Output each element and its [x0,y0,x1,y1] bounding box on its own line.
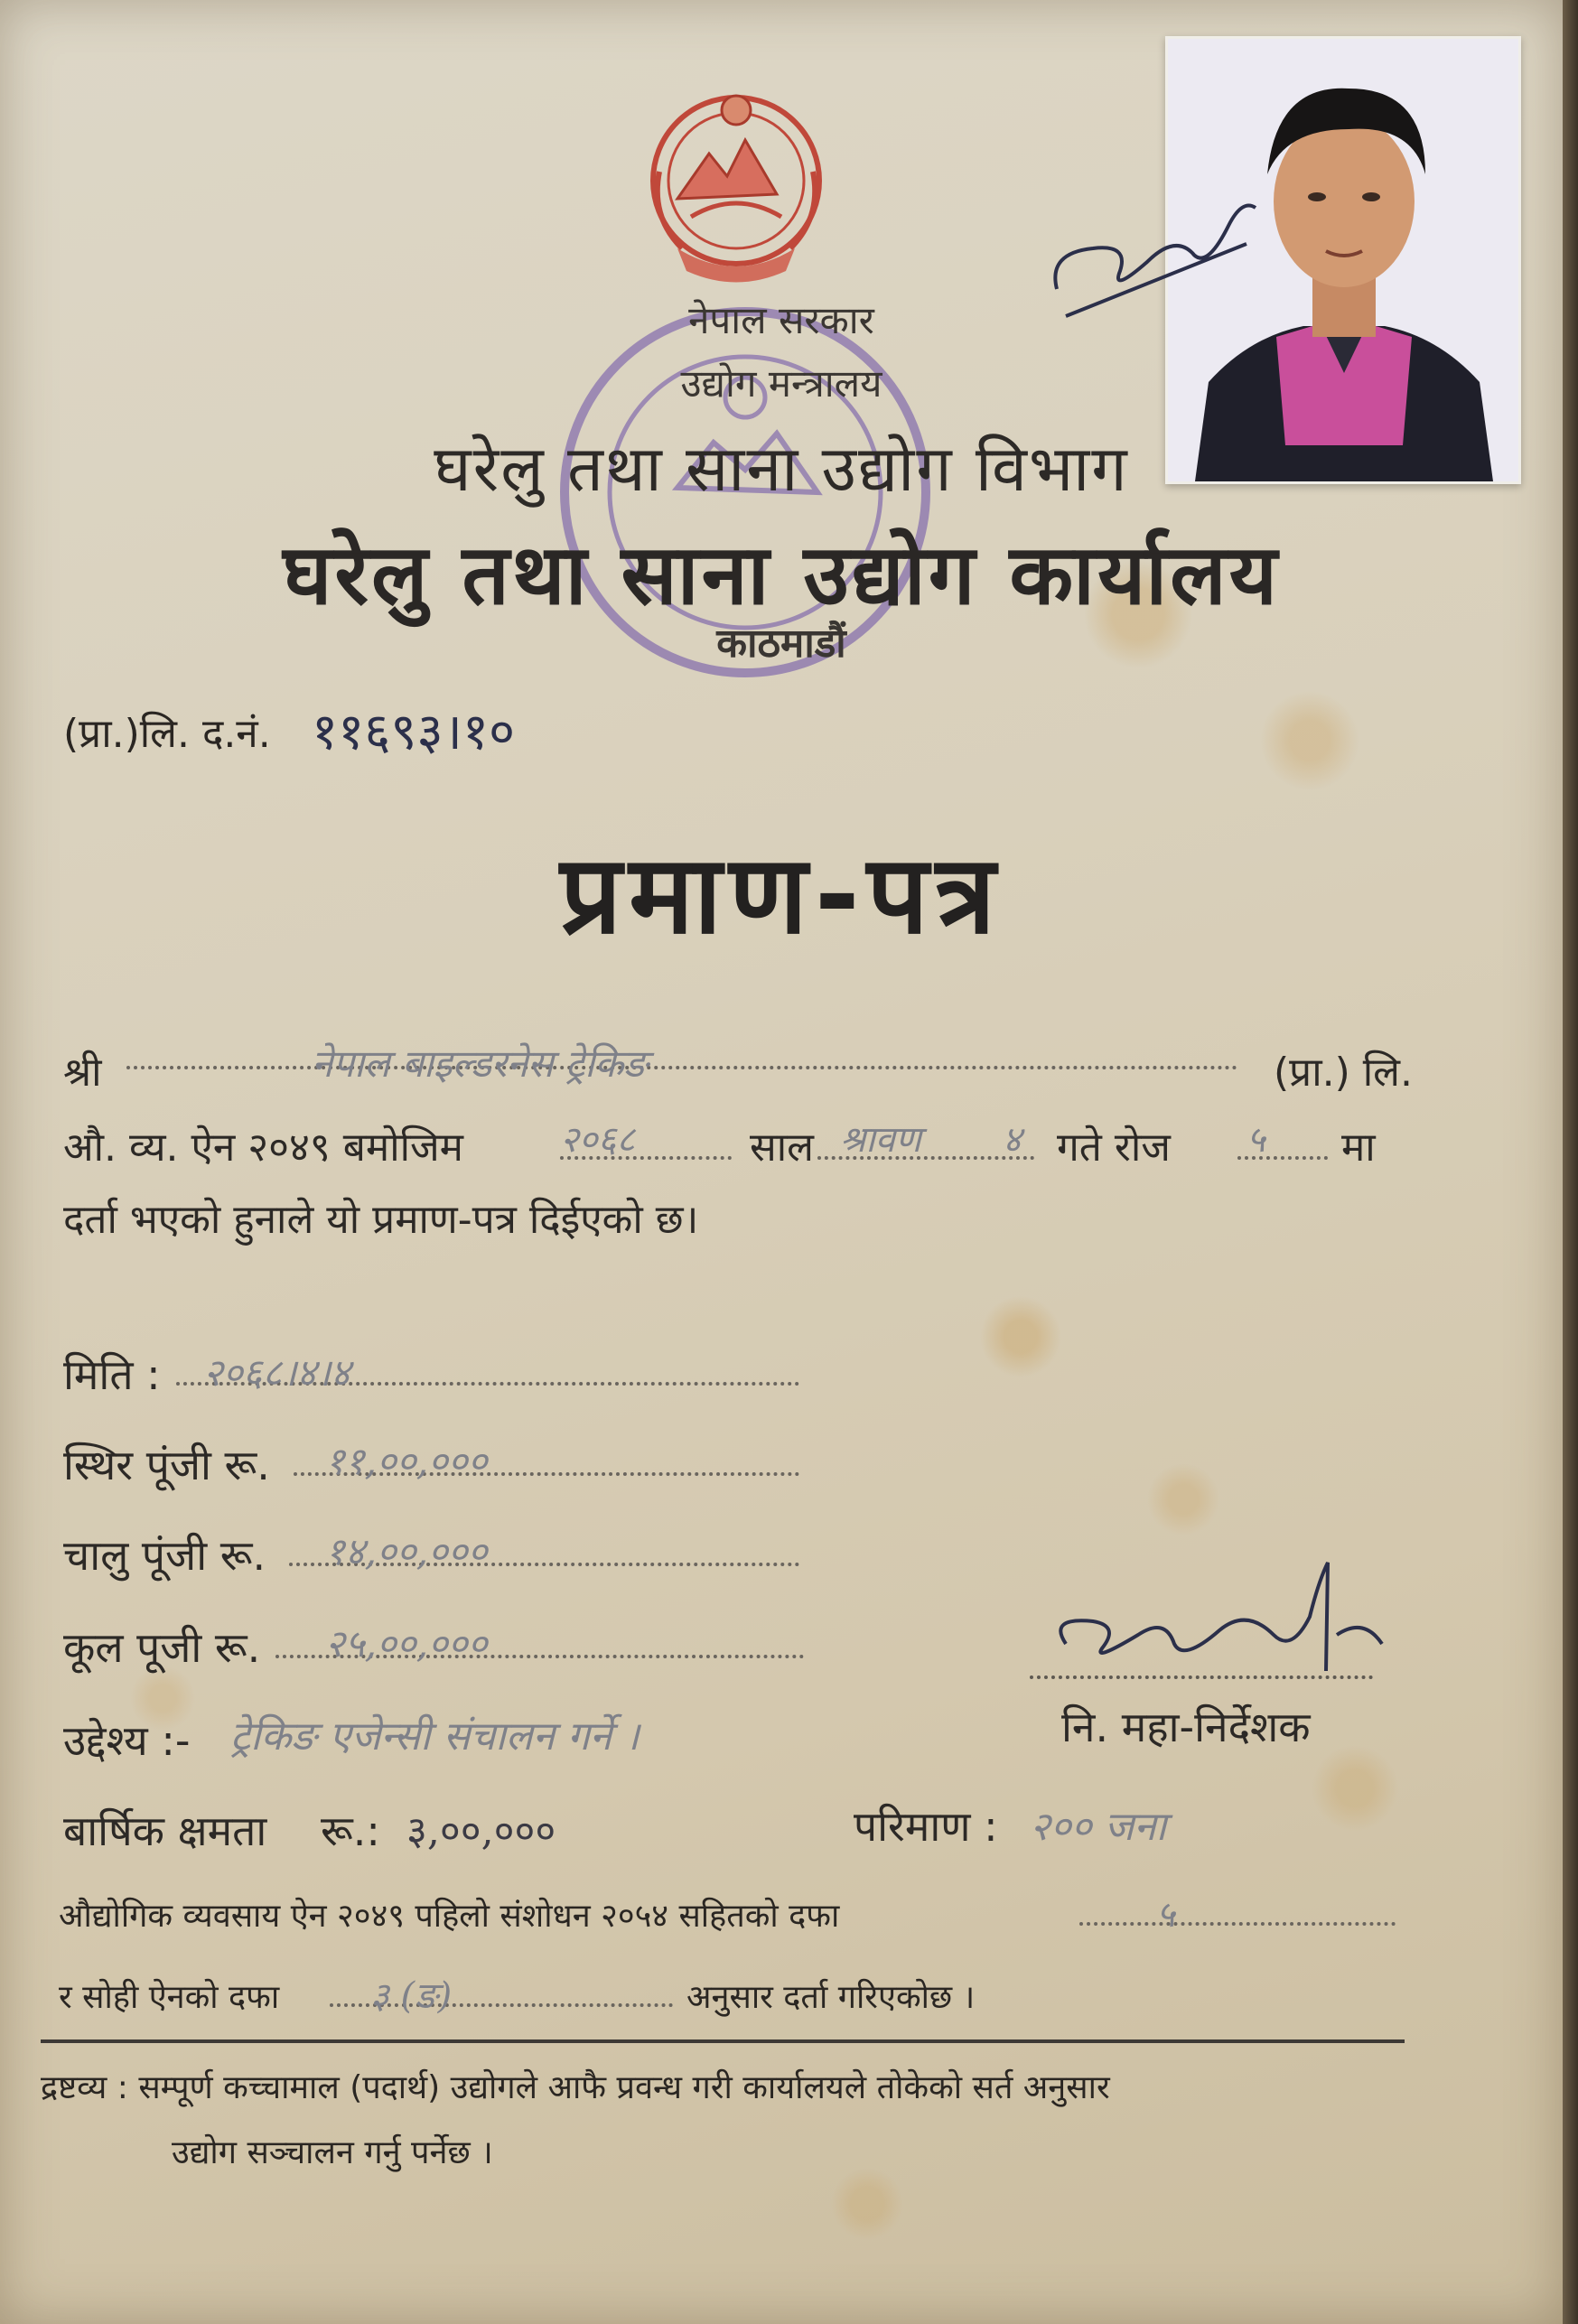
department-label: घरेलु तथा साना उद्योग विभाग [434,432,1129,506]
date-value: २०६८।४।४ [203,1350,350,1395]
date-label: मिति : [63,1350,161,1399]
document-edge [1563,0,1578,2324]
director-signature [1039,1545,1400,1689]
purpose-label: उद्देश्य :- [63,1716,191,1765]
weekday-line [1237,1156,1328,1160]
working-capital-label: चालु पूंजी रू. [63,1531,266,1580]
separator-rule [41,2039,1405,2043]
fixed-capital-label: स्थिर पूंजी रू. [63,1441,270,1489]
nepal-government-emblem [641,90,831,289]
signature-line [1030,1675,1373,1679]
subsection-value: ३ (ङ) [370,1975,453,2017]
annual-capacity-label: बार्षिक क्षमता [63,1806,267,1855]
year-line [560,1156,732,1160]
quantity-label: परिमाण : [854,1802,998,1851]
company-name-line [126,1066,1237,1069]
legal-line2-suffix: अनुसार दर्ता गरिएकोछ । [686,1979,976,2016]
government-label: नेपाल सरकार [688,298,874,342]
fixed-capital-value: ११,००,००० [325,1439,488,1483]
location-label: काठमाडौं [716,621,846,667]
total-capital-label: कूल पूजी रू. [63,1623,261,1672]
registration-number: ११६९३।१० [312,703,516,761]
annual-capacity-currency: रू.: [321,1806,380,1855]
saal-label: साल [750,1125,814,1171]
company-suffix: (प्रा.) लि. [1274,1050,1413,1096]
month-line [817,1156,1034,1160]
office-label: घरेलु तथा साना उद्योग कार्यालय [283,527,1280,623]
section-line [1079,1922,1396,1926]
annual-capacity-value: ३,००,००० [406,1808,556,1854]
purpose-value: ट्रेकिङ एजेन्सी संचालन गर्ने । [230,1713,640,1759]
legal-line2-prefix: र सोही ऐनको दफा [59,1979,280,2016]
gate-roj-label: गते रोज [1057,1125,1171,1171]
signatory-title: नि. महा-निर्देशक [1061,1703,1311,1751]
day-value: ४ [1003,1119,1022,1161]
act-prefix: औ. व्य. ऐन २०४९ बमोजिम [63,1125,463,1171]
section-value: ५ [1156,1894,1175,1936]
working-capital-value: १४,००,००० [325,1529,488,1573]
total-capital-value: २५,००,००० [325,1621,488,1666]
certificate-title: प्रमाण-पत्र [559,833,1004,958]
ma-label: मा [1341,1125,1376,1171]
month-value: श्रावण [840,1119,921,1161]
quantity-value: २०० जना [1030,1804,1167,1850]
shri-label: श्री [63,1050,102,1096]
issued-statement: दर्ता भएको हुनाले यो प्रमाण-पत्र दिईएको छ। [63,1197,699,1243]
ministry-label: उद्योग मन्त्रालय [680,361,882,406]
weekday-value: ५ [1247,1119,1265,1161]
year-value: २०६८ [560,1119,636,1161]
legal-line1: औद्योगिक व्यवसाय ऐन २०४९ पहिलो संशोधन २०५४ सहितको दफा [59,1898,840,1935]
note-line1: द्रष्टव्य : सम्पूर्ण कच्चामाल (पदार्थ) उद्योगले आफै प्रवन्ध गरी कार्यालयले तोकेको सर्त अनुसार [41,2069,1110,2106]
company-name-value: नेपाल बाइल्डरनेस ट्रेकिङ [312,1041,649,1086]
note-line2: उद्योग सञ्चालन गर्नु पर्नेछ । [172,2134,493,2171]
photo-signature [1039,154,1274,334]
registration-label: (प्रा.)लि. द.नं. [63,711,271,757]
